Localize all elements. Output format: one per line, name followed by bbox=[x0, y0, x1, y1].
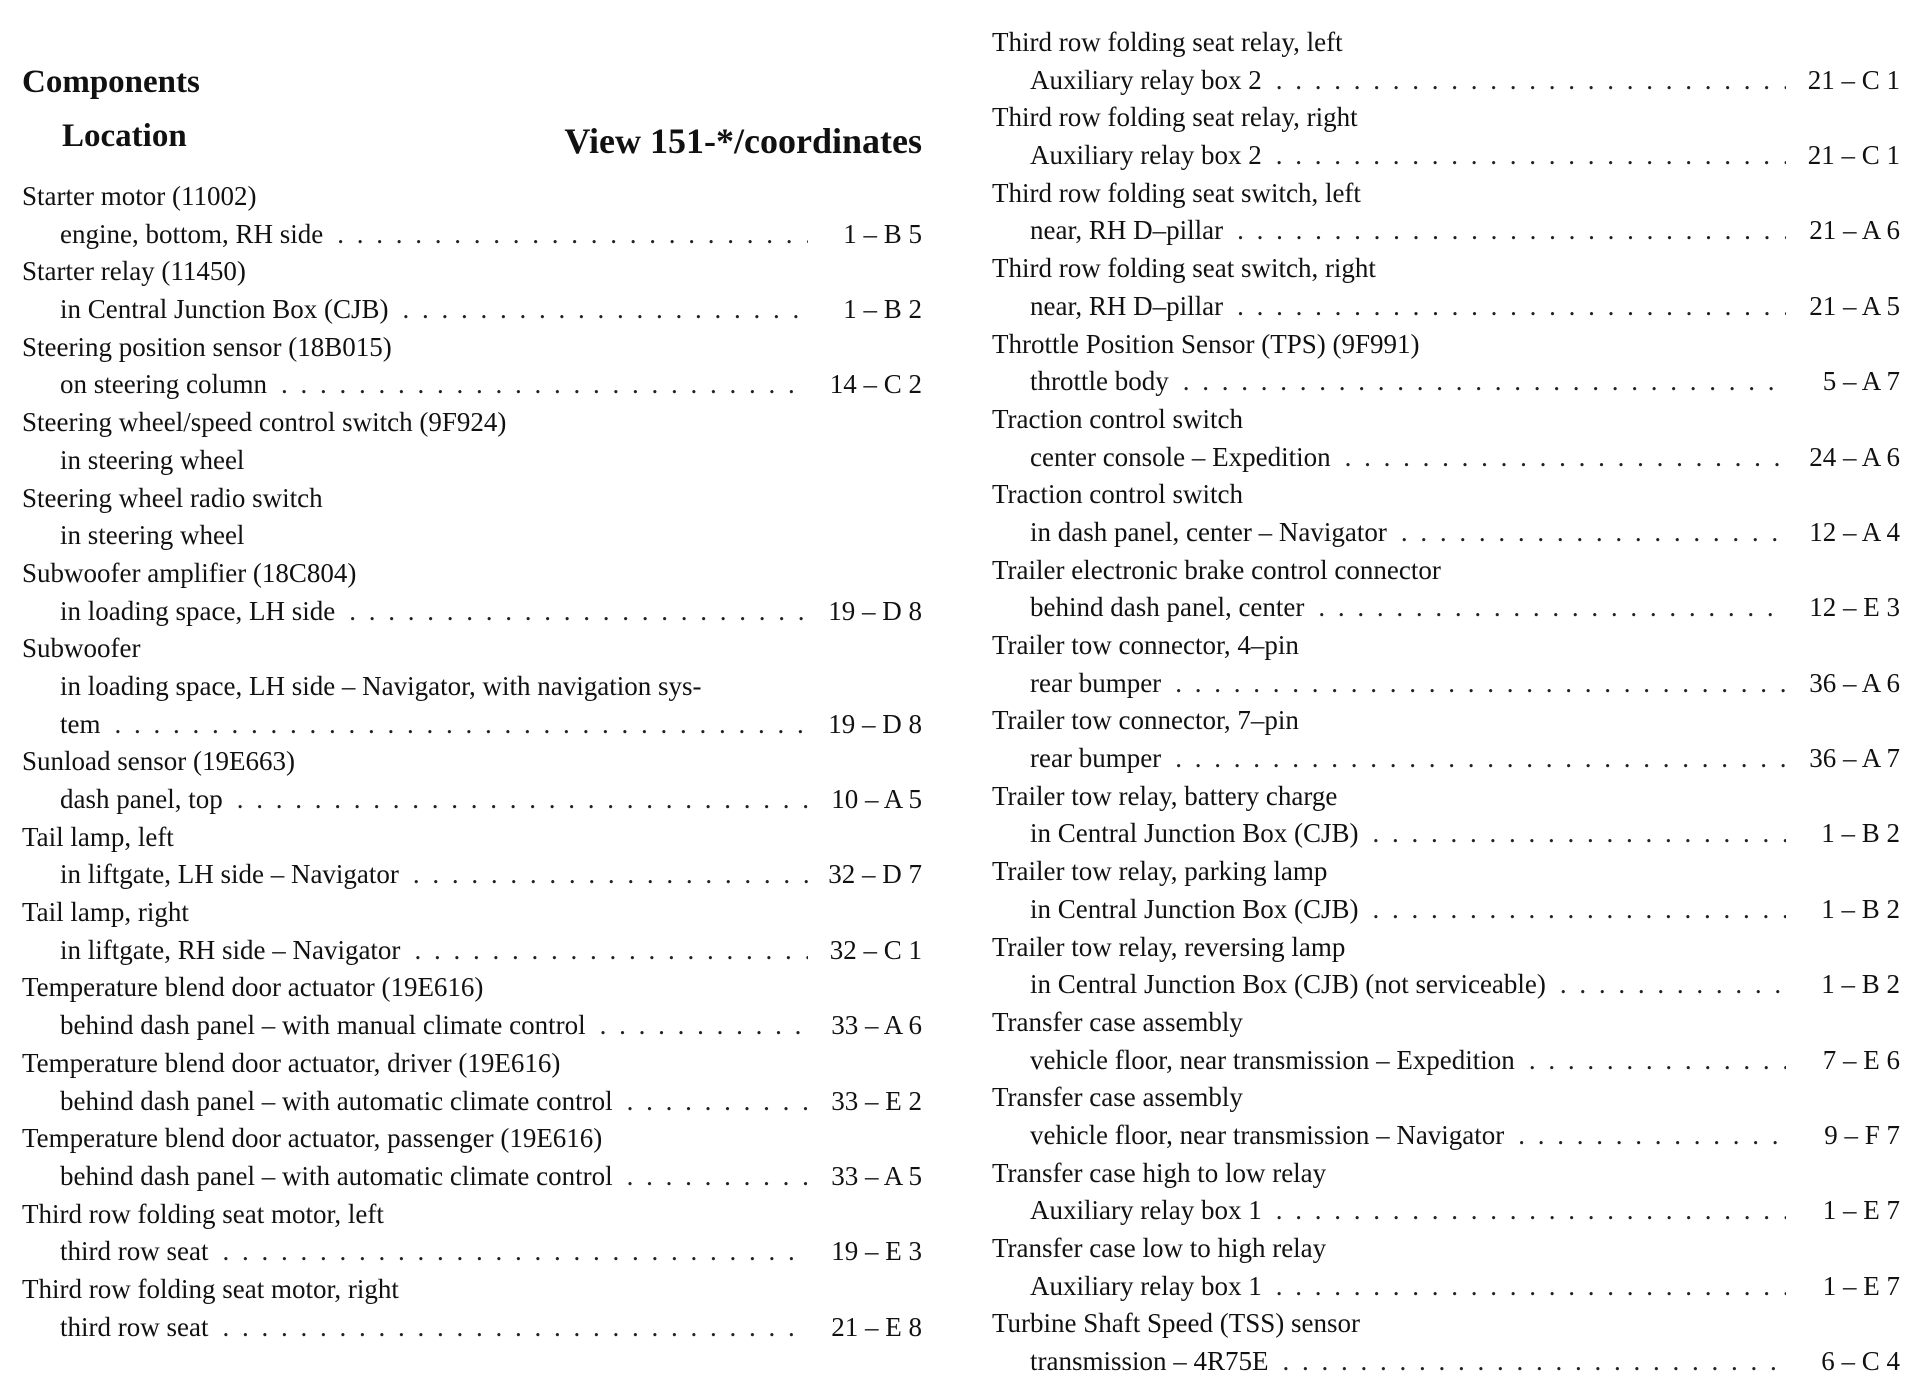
component-name-line bbox=[22, 1271, 922, 1309]
view-coordinate: 9 – F 7 bbox=[1824, 1119, 1900, 1150]
component-name-line bbox=[992, 929, 1900, 967]
dot-leader bbox=[402, 291, 808, 329]
view-coordinate: 33 – A 6 bbox=[831, 1010, 922, 1041]
dot-leader bbox=[1345, 439, 1786, 477]
dot-leader bbox=[1183, 363, 1786, 401]
component-location: behind dash panel – with manual climate control bbox=[60, 1010, 586, 1041]
component-name: Transfer case assembly bbox=[992, 1082, 1243, 1113]
component-location-line bbox=[992, 439, 1900, 477]
view-coordinate: 21 – C 1 bbox=[1807, 140, 1900, 171]
component-name: Temperature blend door actuator (19E616) bbox=[22, 972, 484, 1003]
component-entry bbox=[992, 175, 1900, 250]
component-name-line bbox=[992, 627, 1900, 665]
view-coordinate: 7 – E 6 bbox=[1822, 1044, 1900, 1075]
component-entry bbox=[992, 552, 1900, 627]
component-name: Tail lamp, right bbox=[22, 897, 189, 928]
component-name-line bbox=[992, 702, 1900, 740]
view-coordinate: 21 – A 6 bbox=[1809, 215, 1900, 246]
component-location: vehicle floor, near transmission – Expedition bbox=[1030, 1044, 1515, 1075]
component-location-line bbox=[992, 740, 1900, 778]
component-location: in loading space, LH side bbox=[60, 595, 336, 626]
component-name-line bbox=[992, 552, 1900, 590]
view-coordinate: 21 – E 8 bbox=[831, 1311, 922, 1342]
component-name-line bbox=[992, 778, 1900, 816]
dot-leader bbox=[237, 781, 808, 819]
component-entry bbox=[22, 819, 922, 894]
component-location-line bbox=[992, 1192, 1900, 1230]
component-name: Transfer case low to high relay bbox=[992, 1233, 1327, 1263]
dot-leader bbox=[1276, 1192, 1786, 1230]
component-name-line bbox=[992, 326, 1900, 364]
component-name: Traction control switch bbox=[992, 403, 1243, 434]
location-header: Location bbox=[62, 118, 187, 154]
component-name-line bbox=[992, 1004, 1900, 1042]
component-name-line bbox=[22, 743, 922, 781]
component-entry bbox=[22, 1271, 922, 1346]
component-name: Third row folding seat relay, left bbox=[992, 27, 1343, 57]
view-coordinate: 1 – B 2 bbox=[1821, 893, 1900, 924]
dot-leader bbox=[627, 1158, 808, 1196]
component-name: Starter motor (11002) bbox=[22, 181, 257, 211]
component-location: behind dash panel – with automatic climate control bbox=[60, 1160, 613, 1191]
view-coordinate: 19 – D 8 bbox=[828, 595, 922, 626]
component-location: behind dash panel – with automatic climate control bbox=[60, 1085, 613, 1116]
component-name-line bbox=[22, 1120, 922, 1158]
component-name: Temperature blend door actuator, passenger (19E616) bbox=[22, 1123, 603, 1154]
component-name-line bbox=[22, 894, 922, 932]
view-coordinate: 33 – E 2 bbox=[831, 1085, 922, 1116]
component-location-line bbox=[22, 932, 922, 970]
component-entry bbox=[22, 1196, 922, 1271]
component-name: Transfer case assembly bbox=[992, 1006, 1243, 1037]
left-entry-list bbox=[22, 178, 922, 1346]
component-location: on steering column bbox=[60, 369, 267, 400]
component-name-line bbox=[22, 404, 922, 442]
view-coordinate: 19 – E 3 bbox=[831, 1236, 922, 1267]
view-coordinate: 14 – C 2 bbox=[829, 369, 922, 400]
component-name: Third row folding seat switch, left bbox=[992, 177, 1361, 208]
dot-leader bbox=[222, 1233, 808, 1271]
component-entry bbox=[992, 1079, 1900, 1154]
component-location: in steering wheel bbox=[60, 444, 245, 475]
dot-leader bbox=[1237, 212, 1786, 250]
component-location: vehicle floor, near transmission – Navigator bbox=[1030, 1119, 1505, 1150]
component-entry bbox=[992, 1004, 1900, 1079]
component-entry bbox=[22, 178, 922, 253]
view-coordinate: 1 – E 7 bbox=[1822, 1195, 1900, 1226]
view-coordinate: 1 – B 2 bbox=[1821, 818, 1900, 849]
component-location: center console – Expedition bbox=[1030, 441, 1331, 472]
component-entry bbox=[22, 329, 922, 404]
dot-leader bbox=[1401, 514, 1786, 552]
component-location-line bbox=[22, 291, 922, 329]
component-location-line bbox=[992, 1268, 1900, 1306]
component-entry bbox=[992, 1230, 1900, 1305]
component-entry bbox=[992, 250, 1900, 325]
component-location-line bbox=[992, 966, 1900, 1004]
dot-leader bbox=[281, 366, 808, 404]
component-location: Auxiliary relay box 1 bbox=[1030, 1195, 1262, 1226]
component-location: near, RH D–pillar bbox=[1030, 215, 1224, 246]
component-name-line bbox=[992, 1305, 1900, 1343]
component-location: in loading space, LH side – Navigator, with navigation sys- bbox=[60, 670, 702, 701]
component-name-line bbox=[22, 1045, 922, 1083]
component-location-line bbox=[22, 781, 922, 819]
view-coordinate: 24 – A 6 bbox=[1809, 441, 1900, 472]
component-entry bbox=[22, 1120, 922, 1195]
component-location: in dash panel, center – Navigator bbox=[1030, 516, 1387, 547]
dot-leader bbox=[1175, 665, 1786, 703]
component-name: Starter relay (11450) bbox=[22, 256, 246, 287]
component-name-line bbox=[22, 555, 922, 593]
component-name: Trailer electronic brake control connector bbox=[992, 554, 1441, 585]
component-location-line bbox=[22, 668, 922, 706]
component-location-line bbox=[992, 1042, 1900, 1080]
component-location: rear bumper bbox=[1030, 667, 1162, 698]
view-coordinate: 36 – A 7 bbox=[1809, 743, 1900, 774]
component-location: in Central Junction Box (CJB) bbox=[1030, 818, 1359, 849]
dot-leader bbox=[1283, 1343, 1786, 1381]
component-name: Trailer tow relay, parking lamp bbox=[992, 856, 1328, 887]
component-location-line bbox=[992, 589, 1900, 627]
component-entry bbox=[992, 326, 1900, 401]
component-name: Trailer tow connector, 7–pin bbox=[992, 705, 1299, 736]
column-header bbox=[22, 118, 922, 162]
view-coordinate: 32 – D 7 bbox=[828, 859, 922, 890]
component-name-line bbox=[22, 819, 922, 857]
component-name-line bbox=[22, 253, 922, 291]
component-name-line bbox=[992, 250, 1900, 288]
component-name-line bbox=[22, 969, 922, 1007]
component-name: Steering position sensor (18B015) bbox=[22, 331, 392, 362]
component-entry bbox=[992, 627, 1900, 702]
component-name-line bbox=[992, 476, 1900, 514]
component-name: Transfer case high to low relay bbox=[992, 1157, 1327, 1188]
dot-leader bbox=[600, 1007, 808, 1045]
view-coordinate: 5 – A 7 bbox=[1822, 366, 1900, 397]
component-entry bbox=[22, 743, 922, 818]
component-name-line bbox=[992, 175, 1900, 213]
component-entry bbox=[22, 1045, 922, 1120]
section-title: Components bbox=[22, 64, 200, 100]
component-location: third row seat bbox=[60, 1311, 209, 1342]
component-name: Trailer tow relay, reversing lamp bbox=[992, 931, 1346, 962]
view-coordinate: 21 – C 1 bbox=[1807, 64, 1900, 95]
component-name-line bbox=[22, 480, 922, 518]
view-coordinates-header: View 151-*/coordinates bbox=[564, 121, 922, 161]
dot-leader bbox=[627, 1083, 808, 1121]
component-entry bbox=[22, 630, 922, 743]
component-location: rear bumper bbox=[1030, 743, 1162, 774]
component-name: Third row folding seat motor, left bbox=[22, 1198, 384, 1229]
component-name-line bbox=[992, 401, 1900, 439]
component-location-line bbox=[22, 856, 922, 894]
component-entry bbox=[992, 702, 1900, 777]
component-location: transmission – 4R75E bbox=[1030, 1346, 1269, 1377]
component-location-continued: tem bbox=[60, 708, 101, 739]
component-location: in liftgate, RH side – Navigator bbox=[60, 934, 401, 965]
component-location-line bbox=[22, 366, 922, 404]
component-location: behind dash panel, center bbox=[1030, 592, 1305, 623]
component-location-line bbox=[22, 1309, 922, 1347]
view-coordinate: 10 – A 5 bbox=[831, 784, 922, 814]
component-entry bbox=[22, 480, 922, 555]
component-location-line bbox=[22, 593, 922, 631]
dot-leader bbox=[1237, 288, 1786, 326]
dot-leader bbox=[1175, 740, 1786, 778]
dot-leader bbox=[1518, 1117, 1786, 1155]
component-location-line bbox=[992, 62, 1900, 100]
dot-leader bbox=[115, 706, 809, 744]
component-name: Steering wheel/speed control switch (9F924) bbox=[22, 407, 507, 438]
dot-leader bbox=[349, 593, 808, 631]
dot-leader bbox=[414, 932, 808, 970]
component-entry bbox=[992, 1155, 1900, 1230]
dot-leader bbox=[1318, 589, 1786, 627]
component-location-line bbox=[992, 288, 1900, 326]
dot-leader bbox=[1276, 137, 1786, 175]
component-location-line bbox=[992, 815, 1900, 853]
component-location: Auxiliary relay box 2 bbox=[1030, 64, 1262, 95]
component-location-line bbox=[992, 1117, 1900, 1155]
component-name-line bbox=[22, 329, 922, 367]
component-location-line bbox=[22, 517, 922, 555]
component-name-line bbox=[22, 178, 922, 216]
component-entry bbox=[992, 99, 1900, 174]
view-coordinate: 12 – A 4 bbox=[1809, 516, 1900, 547]
component-location-line bbox=[992, 1343, 1900, 1381]
component-location: engine, bottom, RH side bbox=[60, 218, 324, 249]
component-location-line bbox=[22, 1158, 922, 1196]
component-location-line bbox=[992, 363, 1900, 401]
component-location: near, RH D–pillar bbox=[1030, 290, 1224, 321]
component-name-line bbox=[22, 1196, 922, 1234]
view-coordinate: 1 – B 2 bbox=[1821, 969, 1900, 1000]
component-name: Steering wheel radio switch bbox=[22, 482, 323, 513]
view-coordinate: 33 – A 5 bbox=[831, 1160, 922, 1191]
dot-leader bbox=[1372, 891, 1786, 929]
component-location-line bbox=[992, 137, 1900, 175]
component-location: in Central Junction Box (CJB) bbox=[60, 294, 389, 325]
component-name: Trailer tow connector, 4–pin bbox=[992, 630, 1299, 660]
component-location: in Central Junction Box (CJB) (not serviceable) bbox=[1030, 969, 1546, 1000]
component-name-line bbox=[992, 1155, 1900, 1193]
component-location-line bbox=[992, 891, 1900, 929]
component-name-line bbox=[992, 853, 1900, 891]
component-location: third row seat bbox=[60, 1236, 209, 1267]
component-location-line bbox=[22, 1233, 922, 1271]
component-entry bbox=[22, 253, 922, 328]
dot-leader bbox=[1560, 966, 1786, 1004]
component-name-line bbox=[992, 24, 1900, 62]
component-entry bbox=[22, 404, 922, 479]
view-coordinate: 19 – D 8 bbox=[828, 708, 922, 739]
component-entry bbox=[992, 778, 1900, 853]
component-entry bbox=[992, 929, 1900, 1004]
dot-leader bbox=[413, 856, 808, 894]
component-name-line bbox=[992, 1079, 1900, 1117]
component-location: in steering wheel bbox=[60, 520, 245, 551]
component-location-line bbox=[22, 1083, 922, 1121]
component-location-line bbox=[22, 1007, 922, 1045]
component-name: Traction control switch bbox=[992, 479, 1243, 510]
component-entry bbox=[22, 555, 922, 630]
component-location: in liftgate, LH side – Navigator bbox=[60, 859, 399, 890]
component-entry bbox=[992, 24, 1900, 99]
component-location-line bbox=[22, 442, 922, 480]
component-location-line bbox=[992, 665, 1900, 703]
view-coordinate: 6 – C 4 bbox=[1821, 1346, 1900, 1377]
dot-leader bbox=[222, 1309, 808, 1347]
view-coordinate: 1 – E 7 bbox=[1822, 1270, 1900, 1301]
dot-leader bbox=[1372, 815, 1786, 853]
component-entry bbox=[22, 894, 922, 969]
view-coordinate: 21 – A 5 bbox=[1809, 290, 1900, 321]
dot-leader bbox=[1529, 1042, 1786, 1080]
dot-leader bbox=[1276, 62, 1786, 100]
component-name-line bbox=[992, 99, 1900, 137]
component-name: Third row folding seat relay, right bbox=[992, 102, 1358, 133]
component-entry bbox=[992, 401, 1900, 476]
view-coordinate: 1 – B 5 bbox=[843, 218, 922, 249]
component-name: Throttle Position Sensor (TPS) (9F991) bbox=[992, 328, 1420, 359]
component-location: Auxiliary relay box 2 bbox=[1030, 140, 1262, 171]
component-location-line bbox=[22, 706, 922, 744]
dot-leader bbox=[337, 216, 808, 254]
component-name-line bbox=[992, 1230, 1900, 1268]
component-location: dash panel, top bbox=[60, 784, 223, 814]
component-location-line bbox=[22, 216, 922, 254]
component-name: Temperature blend door actuator, driver (19E616) bbox=[22, 1047, 561, 1078]
component-name: Tail lamp, left bbox=[22, 821, 174, 852]
component-name: Subwoofer bbox=[22, 633, 141, 664]
right-entry-list bbox=[992, 24, 1900, 1381]
component-entry bbox=[22, 969, 922, 1044]
component-location: throttle body bbox=[1030, 366, 1169, 397]
component-location-line bbox=[992, 212, 1900, 250]
component-location: in Central Junction Box (CJB) bbox=[1030, 893, 1359, 924]
component-name: Trailer tow relay, battery charge bbox=[992, 780, 1338, 811]
component-name: Third row folding seat switch, right bbox=[992, 253, 1376, 284]
component-name: Turbine Shaft Speed (TSS) sensor bbox=[992, 1308, 1360, 1339]
component-location-line bbox=[992, 514, 1900, 552]
component-name: Third row folding seat motor, right bbox=[22, 1273, 399, 1304]
component-entry bbox=[992, 853, 1900, 928]
view-coordinate: 32 – C 1 bbox=[829, 934, 922, 965]
view-coordinate: 36 – A 6 bbox=[1809, 667, 1900, 698]
component-name: Subwoofer amplifier (18C804) bbox=[22, 557, 357, 588]
dot-leader bbox=[1276, 1268, 1786, 1306]
component-location: Auxiliary relay box 1 bbox=[1030, 1270, 1262, 1301]
component-name: Sunload sensor (19E663) bbox=[22, 746, 295, 777]
component-entry bbox=[992, 1305, 1900, 1380]
component-entry bbox=[992, 476, 1900, 551]
view-coordinate: 12 – E 3 bbox=[1809, 592, 1900, 623]
view-coordinate: 1 – B 2 bbox=[843, 294, 922, 325]
component-name-line bbox=[22, 630, 922, 668]
